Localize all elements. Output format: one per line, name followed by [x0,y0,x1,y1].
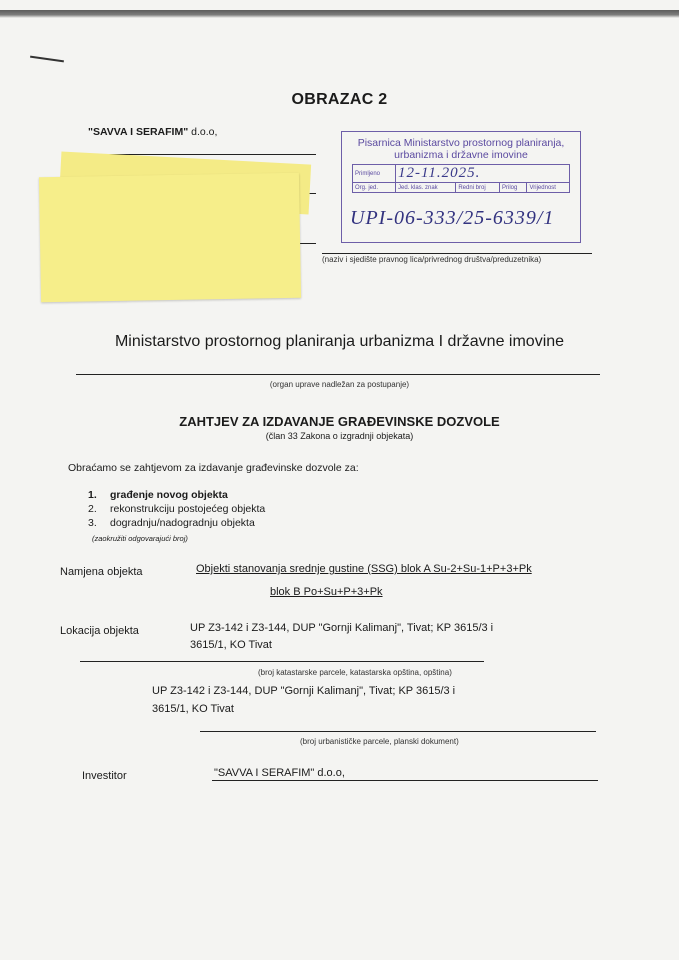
purpose-label: Namjena objekta [60,566,143,578]
purpose-value-2: blok B Po+Su+P+3+Pk [270,586,383,598]
option-item: 2. rekonstrukciju postojećeg objekta [88,503,266,515]
stamp-col-org: Org. jed. [353,183,396,193]
registry-stamp [341,131,581,243]
stamp-col-value: Vrijednost [527,183,570,193]
stamp-col-class: Jed. klas. znak [396,183,456,193]
rule-line [322,253,592,254]
legal-entity-caption: (naziv i sjedište pravnog lica/privrednog društva/preduzetnika) [322,255,542,264]
investor-value: "SAVVA I SERAFIM" d.o.o, [214,767,345,779]
stamp-received-date: 12-11.2025. [396,165,570,183]
location-label: Lokacija objekta [60,625,139,637]
options-list [88,489,265,531]
option-item: 3. dogradnju/nadogradnju objekta [88,517,255,529]
options-note: (zaokružiti odgovarajući broj) [92,534,188,543]
pen-mark [30,56,64,63]
urban-caption: (broj urbanističke parcele, planski dokument) [300,737,459,746]
urban-value-1: UP Z3-142 i Z3-144, DUP "Gornji Kalimanj", Tivat; KP 3615/3 i [152,685,456,697]
form-title: OBRAZAC 2 [291,91,388,108]
sticky-note [39,173,301,303]
stamp-col-attach: Prilog [500,183,527,193]
request-heading: ZAHTJEV ZA IZDAVANJE GRAĐEVINSKE DOZVOLE [179,414,500,429]
stamp-table [352,164,570,193]
company-name [88,126,217,138]
stamp-received-label: Primljeno [353,165,396,183]
option-item: 1. građenje novog objekta [88,489,228,501]
ministry-name: Ministarstvo prostornog planiranja urbanizma I državne imovine [114,333,565,350]
urban-value-2: 3615/1, KO Tivat [152,703,234,715]
location-caption: (broj katastarske parcele, katastarska opština, opština) [258,668,452,677]
stamp-reference: UPI-06-333/25-6339/1 [350,207,555,229]
stamp-col-number: Redni broj [456,183,500,193]
scan-edge [0,10,679,18]
rule-line [80,661,484,662]
purpose-value-1: Objekti stanovanja srednje gustine (SSG) blok A Su-2+Su-1+P+3+Pk [196,563,532,575]
company-suffix: d.o.o, [188,126,218,138]
investor-label: Investitor [82,770,127,782]
rule-line [76,374,600,375]
organ-caption: (organ uprave nadležan za postupanje) [269,380,410,389]
stamp-line-1: Pisarnica Ministarstvo prostornog planiranja, [357,137,565,149]
request-subheading: (član 33 Zakona o izgradnji objekata) [265,431,414,441]
rule-line [200,731,596,732]
location-value-2: 3615/1, KO Tivat [190,639,272,651]
rule-line [212,780,598,781]
stamp-line-2: urbanizma i državne imovine [394,149,528,161]
intro-text: Obraćamo se zahtjevom za izdavanje građevinske dozvole za: [68,462,359,474]
company-name-text: "SAVVA I SERAFIM" [88,126,189,138]
location-value-1: UP Z3-142 i Z3-144, DUP "Gornji Kalimanj", Tivat; KP 3615/3 i [190,622,494,634]
